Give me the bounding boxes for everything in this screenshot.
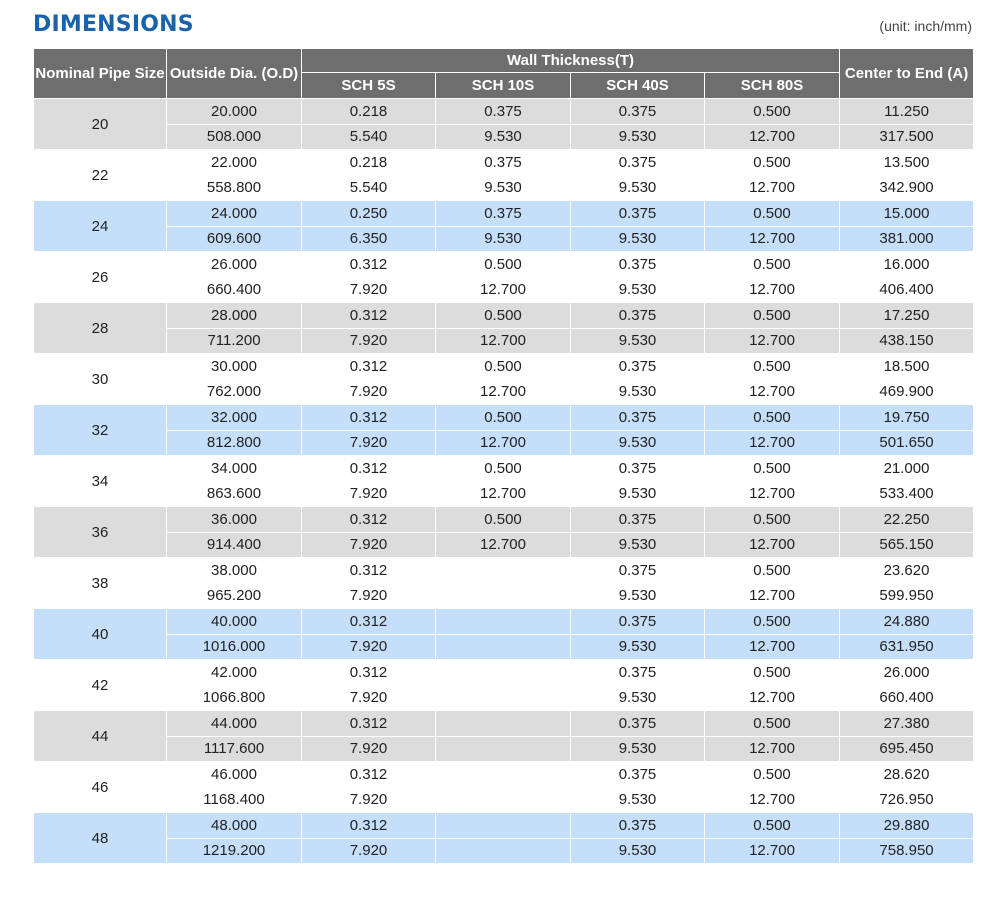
cell-outside-dia-mm: 508.000 — [167, 124, 302, 150]
table-row — [34, 507, 974, 533]
cell-nominal-size: 20 — [34, 99, 167, 150]
cell-outside-dia-inch: 40.000 — [167, 609, 302, 635]
cell-sch-10s-mm — [436, 736, 571, 762]
cell-sch-80s-inch: 0.500 — [705, 456, 840, 482]
cell-sch-40s-mm: 9.530 — [571, 277, 705, 303]
cell-sch-80s-inch: 0.500 — [705, 405, 840, 431]
table-row — [34, 354, 974, 380]
cell-sch-10s-inch: 0.500 — [436, 354, 571, 380]
cell-outside-dia-mm: 863.600 — [167, 481, 302, 507]
cell-sch-5s-inch: 0.312 — [302, 354, 436, 380]
cell-sch-5s-inch: 0.312 — [302, 558, 436, 584]
cell-outside-dia-inch: 48.000 — [167, 813, 302, 839]
cell-sch-10s-inch: 0.500 — [436, 303, 571, 329]
cell-nominal-size: 22 — [34, 150, 167, 201]
cell-sch-80s-mm: 12.700 — [705, 685, 840, 711]
cell-sch-10s-mm: 9.530 — [436, 124, 571, 150]
cell-center-to-end-inch: 16.000 — [840, 252, 974, 278]
table-row — [34, 583, 974, 609]
cell-sch-10s-inch — [436, 660, 571, 686]
cell-nominal-size: 36 — [34, 507, 167, 558]
table-row — [34, 226, 974, 252]
table-row — [34, 124, 974, 150]
cell-center-to-end-inch: 19.750 — [840, 405, 974, 431]
cell-nominal-size: 26 — [34, 252, 167, 303]
cell-outside-dia-inch: 20.000 — [167, 99, 302, 125]
cell-sch-5s-mm: 7.920 — [302, 430, 436, 456]
header-outside-dia: Outside Dia. (O.D) — [167, 49, 302, 99]
header-center-to-end: Center to End (A) — [840, 49, 974, 99]
cell-sch-80s-inch: 0.500 — [705, 762, 840, 788]
cell-sch-40s-inch: 0.375 — [571, 507, 705, 533]
cell-outside-dia-inch: 24.000 — [167, 201, 302, 227]
cell-outside-dia-mm: 711.200 — [167, 328, 302, 354]
cell-sch-40s-mm: 9.530 — [571, 124, 705, 150]
cell-sch-10s-mm: 12.700 — [436, 532, 571, 558]
cell-center-to-end-inch: 21.000 — [840, 456, 974, 482]
cell-center-to-end-inch: 17.250 — [840, 303, 974, 329]
cell-outside-dia-mm: 812.800 — [167, 430, 302, 456]
cell-sch-80s-inch: 0.500 — [705, 609, 840, 635]
cell-sch-5s-mm: 7.920 — [302, 736, 436, 762]
cell-outside-dia-mm: 1168.400 — [167, 787, 302, 813]
cell-sch-10s-inch — [436, 762, 571, 788]
cell-outside-dia-mm: 914.400 — [167, 532, 302, 558]
cell-sch-5s-inch: 0.250 — [302, 201, 436, 227]
cell-nominal-size: 32 — [34, 405, 167, 456]
cell-center-to-end-inch: 24.880 — [840, 609, 974, 635]
cell-sch-5s-mm: 7.920 — [302, 838, 436, 864]
cell-outside-dia-inch: 26.000 — [167, 252, 302, 278]
table-row — [34, 660, 974, 686]
cell-outside-dia-inch: 30.000 — [167, 354, 302, 380]
cell-sch-40s-mm: 9.530 — [571, 736, 705, 762]
table-row — [34, 175, 974, 201]
cell-center-to-end-mm: 758.950 — [840, 838, 974, 864]
table-row — [34, 201, 974, 227]
cell-sch-80s-mm: 12.700 — [705, 838, 840, 864]
cell-outside-dia-mm: 660.400 — [167, 277, 302, 303]
cell-outside-dia-inch: 36.000 — [167, 507, 302, 533]
cell-outside-dia-mm: 558.800 — [167, 175, 302, 201]
cell-sch-5s-mm: 7.920 — [302, 379, 436, 405]
cell-center-to-end-mm: 695.450 — [840, 736, 974, 762]
table-row — [34, 838, 974, 864]
cell-sch-5s-inch: 0.312 — [302, 507, 436, 533]
table-body — [34, 99, 974, 864]
cell-sch-10s-mm: 12.700 — [436, 379, 571, 405]
cell-nominal-size: 30 — [34, 354, 167, 405]
cell-sch-80s-inch: 0.500 — [705, 252, 840, 278]
cell-outside-dia-inch: 22.000 — [167, 150, 302, 176]
table-row — [34, 303, 974, 329]
cell-nominal-size: 34 — [34, 456, 167, 507]
table-row — [34, 252, 974, 278]
cell-sch-40s-inch: 0.375 — [571, 762, 705, 788]
table-row — [34, 99, 974, 125]
cell-center-to-end-inch: 11.250 — [840, 99, 974, 125]
cell-center-to-end-inch: 13.500 — [840, 150, 974, 176]
cell-sch-80s-mm: 12.700 — [705, 634, 840, 660]
cell-sch-40s-mm: 9.530 — [571, 634, 705, 660]
cell-sch-40s-mm: 9.530 — [571, 685, 705, 711]
cell-sch-80s-inch: 0.500 — [705, 303, 840, 329]
cell-sch-5s-mm: 7.920 — [302, 787, 436, 813]
cell-center-to-end-mm: 438.150 — [840, 328, 974, 354]
cell-center-to-end-inch: 29.880 — [840, 813, 974, 839]
cell-center-to-end-mm: 533.400 — [840, 481, 974, 507]
cell-center-to-end-inch: 18.500 — [840, 354, 974, 380]
cell-sch-40s-mm: 9.530 — [571, 430, 705, 456]
cell-sch-80s-mm: 12.700 — [705, 175, 840, 201]
table-row — [34, 456, 974, 482]
header-sch-10s: SCH 10S — [436, 73, 571, 99]
cell-sch-10s-mm: 12.700 — [436, 481, 571, 507]
cell-sch-5s-inch: 0.312 — [302, 813, 436, 839]
cell-sch-10s-mm: 9.530 — [436, 175, 571, 201]
cell-sch-40s-inch: 0.375 — [571, 558, 705, 584]
header-nominal-pipe-size: Nominal Pipe Size — [34, 49, 167, 99]
cell-sch-80s-mm: 12.700 — [705, 430, 840, 456]
cell-nominal-size: 24 — [34, 201, 167, 252]
cell-sch-10s-mm — [436, 787, 571, 813]
table-row — [34, 685, 974, 711]
cell-sch-40s-inch: 0.375 — [571, 354, 705, 380]
cell-sch-10s-mm: 9.530 — [436, 226, 571, 252]
cell-sch-5s-mm: 5.540 — [302, 175, 436, 201]
cell-sch-10s-inch: 0.375 — [436, 150, 571, 176]
cell-outside-dia-mm: 1066.800 — [167, 685, 302, 711]
cell-outside-dia-mm: 1117.600 — [167, 736, 302, 762]
cell-center-to-end-mm: 599.950 — [840, 583, 974, 609]
cell-sch-10s-inch: 0.500 — [436, 405, 571, 431]
cell-sch-40s-inch: 0.375 — [571, 150, 705, 176]
cell-sch-5s-mm: 5.540 — [302, 124, 436, 150]
table-row — [34, 813, 974, 839]
cell-sch-10s-inch — [436, 609, 571, 635]
cell-sch-5s-inch: 0.218 — [302, 99, 436, 125]
cell-sch-10s-mm — [436, 634, 571, 660]
cell-sch-10s-mm: 12.700 — [436, 277, 571, 303]
cell-sch-40s-mm: 9.530 — [571, 838, 705, 864]
cell-sch-80s-inch: 0.500 — [705, 507, 840, 533]
cell-sch-5s-mm: 7.920 — [302, 685, 436, 711]
cell-outside-dia-inch: 46.000 — [167, 762, 302, 788]
cell-sch-5s-inch: 0.312 — [302, 609, 436, 635]
cell-sch-10s-mm: 12.700 — [436, 430, 571, 456]
cell-center-to-end-inch: 26.000 — [840, 660, 974, 686]
table-row — [34, 736, 974, 762]
cell-sch-10s-mm: 12.700 — [436, 328, 571, 354]
cell-outside-dia-inch: 44.000 — [167, 711, 302, 737]
cell-sch-80s-mm: 12.700 — [705, 583, 840, 609]
cell-sch-80s-mm: 12.700 — [705, 124, 840, 150]
table-header — [34, 49, 974, 99]
cell-sch-10s-inch — [436, 711, 571, 737]
cell-outside-dia-mm: 965.200 — [167, 583, 302, 609]
cell-sch-80s-inch: 0.500 — [705, 354, 840, 380]
cell-sch-80s-inch: 0.500 — [705, 201, 840, 227]
cell-nominal-size: 28 — [34, 303, 167, 354]
cell-sch-5s-mm: 7.920 — [302, 481, 436, 507]
cell-center-to-end-mm: 726.950 — [840, 787, 974, 813]
header-sch-80s: SCH 80S — [705, 73, 840, 99]
cell-center-to-end-mm: 469.900 — [840, 379, 974, 405]
cell-center-to-end-inch: 27.380 — [840, 711, 974, 737]
cell-sch-40s-inch: 0.375 — [571, 711, 705, 737]
cell-center-to-end-mm: 381.000 — [840, 226, 974, 252]
cell-center-to-end-mm: 342.900 — [840, 175, 974, 201]
table-row — [34, 328, 974, 354]
cell-sch-10s-inch: 0.500 — [436, 507, 571, 533]
table-row — [34, 430, 974, 456]
cell-outside-dia-mm: 1016.000 — [167, 634, 302, 660]
cell-sch-40s-inch: 0.375 — [571, 303, 705, 329]
table-row — [34, 762, 974, 788]
cell-sch-10s-inch: 0.500 — [436, 252, 571, 278]
cell-sch-5s-mm: 7.920 — [302, 532, 436, 558]
cell-sch-80s-mm: 12.700 — [705, 226, 840, 252]
cell-sch-40s-inch: 0.375 — [571, 252, 705, 278]
cell-center-to-end-mm: 631.950 — [840, 634, 974, 660]
cell-sch-80s-mm: 12.700 — [705, 532, 840, 558]
cell-nominal-size: 40 — [34, 609, 167, 660]
cell-nominal-size: 46 — [34, 762, 167, 813]
cell-sch-80s-mm: 12.700 — [705, 736, 840, 762]
cell-sch-80s-inch: 0.500 — [705, 150, 840, 176]
cell-sch-10s-inch: 0.375 — [436, 99, 571, 125]
cell-sch-40s-mm: 9.530 — [571, 481, 705, 507]
cell-sch-80s-mm: 12.700 — [705, 481, 840, 507]
cell-sch-5s-inch: 0.312 — [302, 303, 436, 329]
table-row — [34, 711, 974, 737]
cell-sch-5s-mm: 7.920 — [302, 583, 436, 609]
cell-sch-5s-mm: 7.920 — [302, 328, 436, 354]
table-row — [34, 481, 974, 507]
cell-sch-10s-inch: 0.375 — [436, 201, 571, 227]
cell-outside-dia-mm: 609.600 — [167, 226, 302, 252]
cell-nominal-size: 42 — [34, 660, 167, 711]
cell-sch-40s-inch: 0.375 — [571, 660, 705, 686]
cell-sch-5s-inch: 0.312 — [302, 711, 436, 737]
cell-sch-5s-inch: 0.312 — [302, 405, 436, 431]
table-row — [34, 634, 974, 660]
cell-sch-10s-mm — [436, 583, 571, 609]
cell-sch-40s-inch: 0.375 — [571, 99, 705, 125]
cell-sch-5s-inch: 0.312 — [302, 762, 436, 788]
cell-sch-40s-inch: 0.375 — [571, 405, 705, 431]
unit-label: (unit: inch/mm) — [879, 18, 972, 34]
table-row — [34, 150, 974, 176]
cell-sch-80s-mm: 12.700 — [705, 328, 840, 354]
cell-outside-dia-mm: 1219.200 — [167, 838, 302, 864]
cell-outside-dia-inch: 28.000 — [167, 303, 302, 329]
cell-sch-80s-inch: 0.500 — [705, 99, 840, 125]
cell-sch-80s-inch: 0.500 — [705, 711, 840, 737]
cell-sch-10s-inch — [436, 813, 571, 839]
cell-sch-40s-mm: 9.530 — [571, 787, 705, 813]
cell-sch-5s-mm: 7.920 — [302, 634, 436, 660]
cell-center-to-end-mm: 406.400 — [840, 277, 974, 303]
cell-sch-5s-mm: 6.350 — [302, 226, 436, 252]
cell-outside-dia-inch: 42.000 — [167, 660, 302, 686]
table-row — [34, 379, 974, 405]
cell-sch-80s-inch: 0.500 — [705, 813, 840, 839]
cell-center-to-end-inch: 22.250 — [840, 507, 974, 533]
cell-nominal-size: 38 — [34, 558, 167, 609]
cell-sch-80s-mm: 12.700 — [705, 379, 840, 405]
cell-sch-5s-inch: 0.312 — [302, 252, 436, 278]
cell-sch-5s-inch: 0.312 — [302, 660, 436, 686]
cell-outside-dia-mm: 762.000 — [167, 379, 302, 405]
cell-sch-40s-inch: 0.375 — [571, 201, 705, 227]
cell-sch-80s-mm: 12.700 — [705, 787, 840, 813]
cell-sch-40s-mm: 9.530 — [571, 532, 705, 558]
table-row — [34, 609, 974, 635]
cell-nominal-size: 48 — [34, 813, 167, 864]
cell-sch-10s-inch — [436, 558, 571, 584]
cell-sch-40s-mm: 9.530 — [571, 226, 705, 252]
cell-sch-5s-inch: 0.218 — [302, 150, 436, 176]
cell-sch-80s-inch: 0.500 — [705, 660, 840, 686]
header-sch-40s: SCH 40S — [571, 73, 705, 99]
cell-sch-40s-inch: 0.375 — [571, 813, 705, 839]
table-row — [34, 405, 974, 431]
cell-center-to-end-inch: 23.620 — [840, 558, 974, 584]
cell-center-to-end-mm: 317.500 — [840, 124, 974, 150]
cell-sch-80s-inch: 0.500 — [705, 558, 840, 584]
cell-sch-40s-mm: 9.530 — [571, 328, 705, 354]
cell-sch-40s-mm: 9.530 — [571, 583, 705, 609]
table-row — [34, 558, 974, 584]
cell-center-to-end-mm: 565.150 — [840, 532, 974, 558]
cell-center-to-end-inch: 28.620 — [840, 762, 974, 788]
cell-sch-40s-inch: 0.375 — [571, 609, 705, 635]
cell-outside-dia-inch: 38.000 — [167, 558, 302, 584]
cell-center-to-end-inch: 15.000 — [840, 201, 974, 227]
header-wall-thickness: Wall Thickness(T) — [302, 49, 840, 73]
table-row — [34, 277, 974, 303]
cell-nominal-size: 44 — [34, 711, 167, 762]
cell-sch-10s-mm — [436, 838, 571, 864]
cell-sch-10s-mm — [436, 685, 571, 711]
cell-outside-dia-inch: 34.000 — [167, 456, 302, 482]
cell-sch-40s-mm: 9.530 — [571, 175, 705, 201]
table-row — [34, 787, 974, 813]
page-title: DIMENSIONS — [33, 12, 194, 37]
cell-outside-dia-inch: 32.000 — [167, 405, 302, 431]
cell-sch-40s-mm: 9.530 — [571, 379, 705, 405]
cell-center-to-end-mm: 501.650 — [840, 430, 974, 456]
table-row — [34, 532, 974, 558]
cell-sch-5s-inch: 0.312 — [302, 456, 436, 482]
cell-sch-40s-inch: 0.375 — [571, 456, 705, 482]
cell-sch-80s-mm: 12.700 — [705, 277, 840, 303]
dimensions-table — [33, 48, 974, 864]
cell-center-to-end-mm: 660.400 — [840, 685, 974, 711]
header-sch-5s: SCH 5S — [302, 73, 436, 99]
cell-sch-5s-mm: 7.920 — [302, 277, 436, 303]
cell-sch-10s-inch: 0.500 — [436, 456, 571, 482]
